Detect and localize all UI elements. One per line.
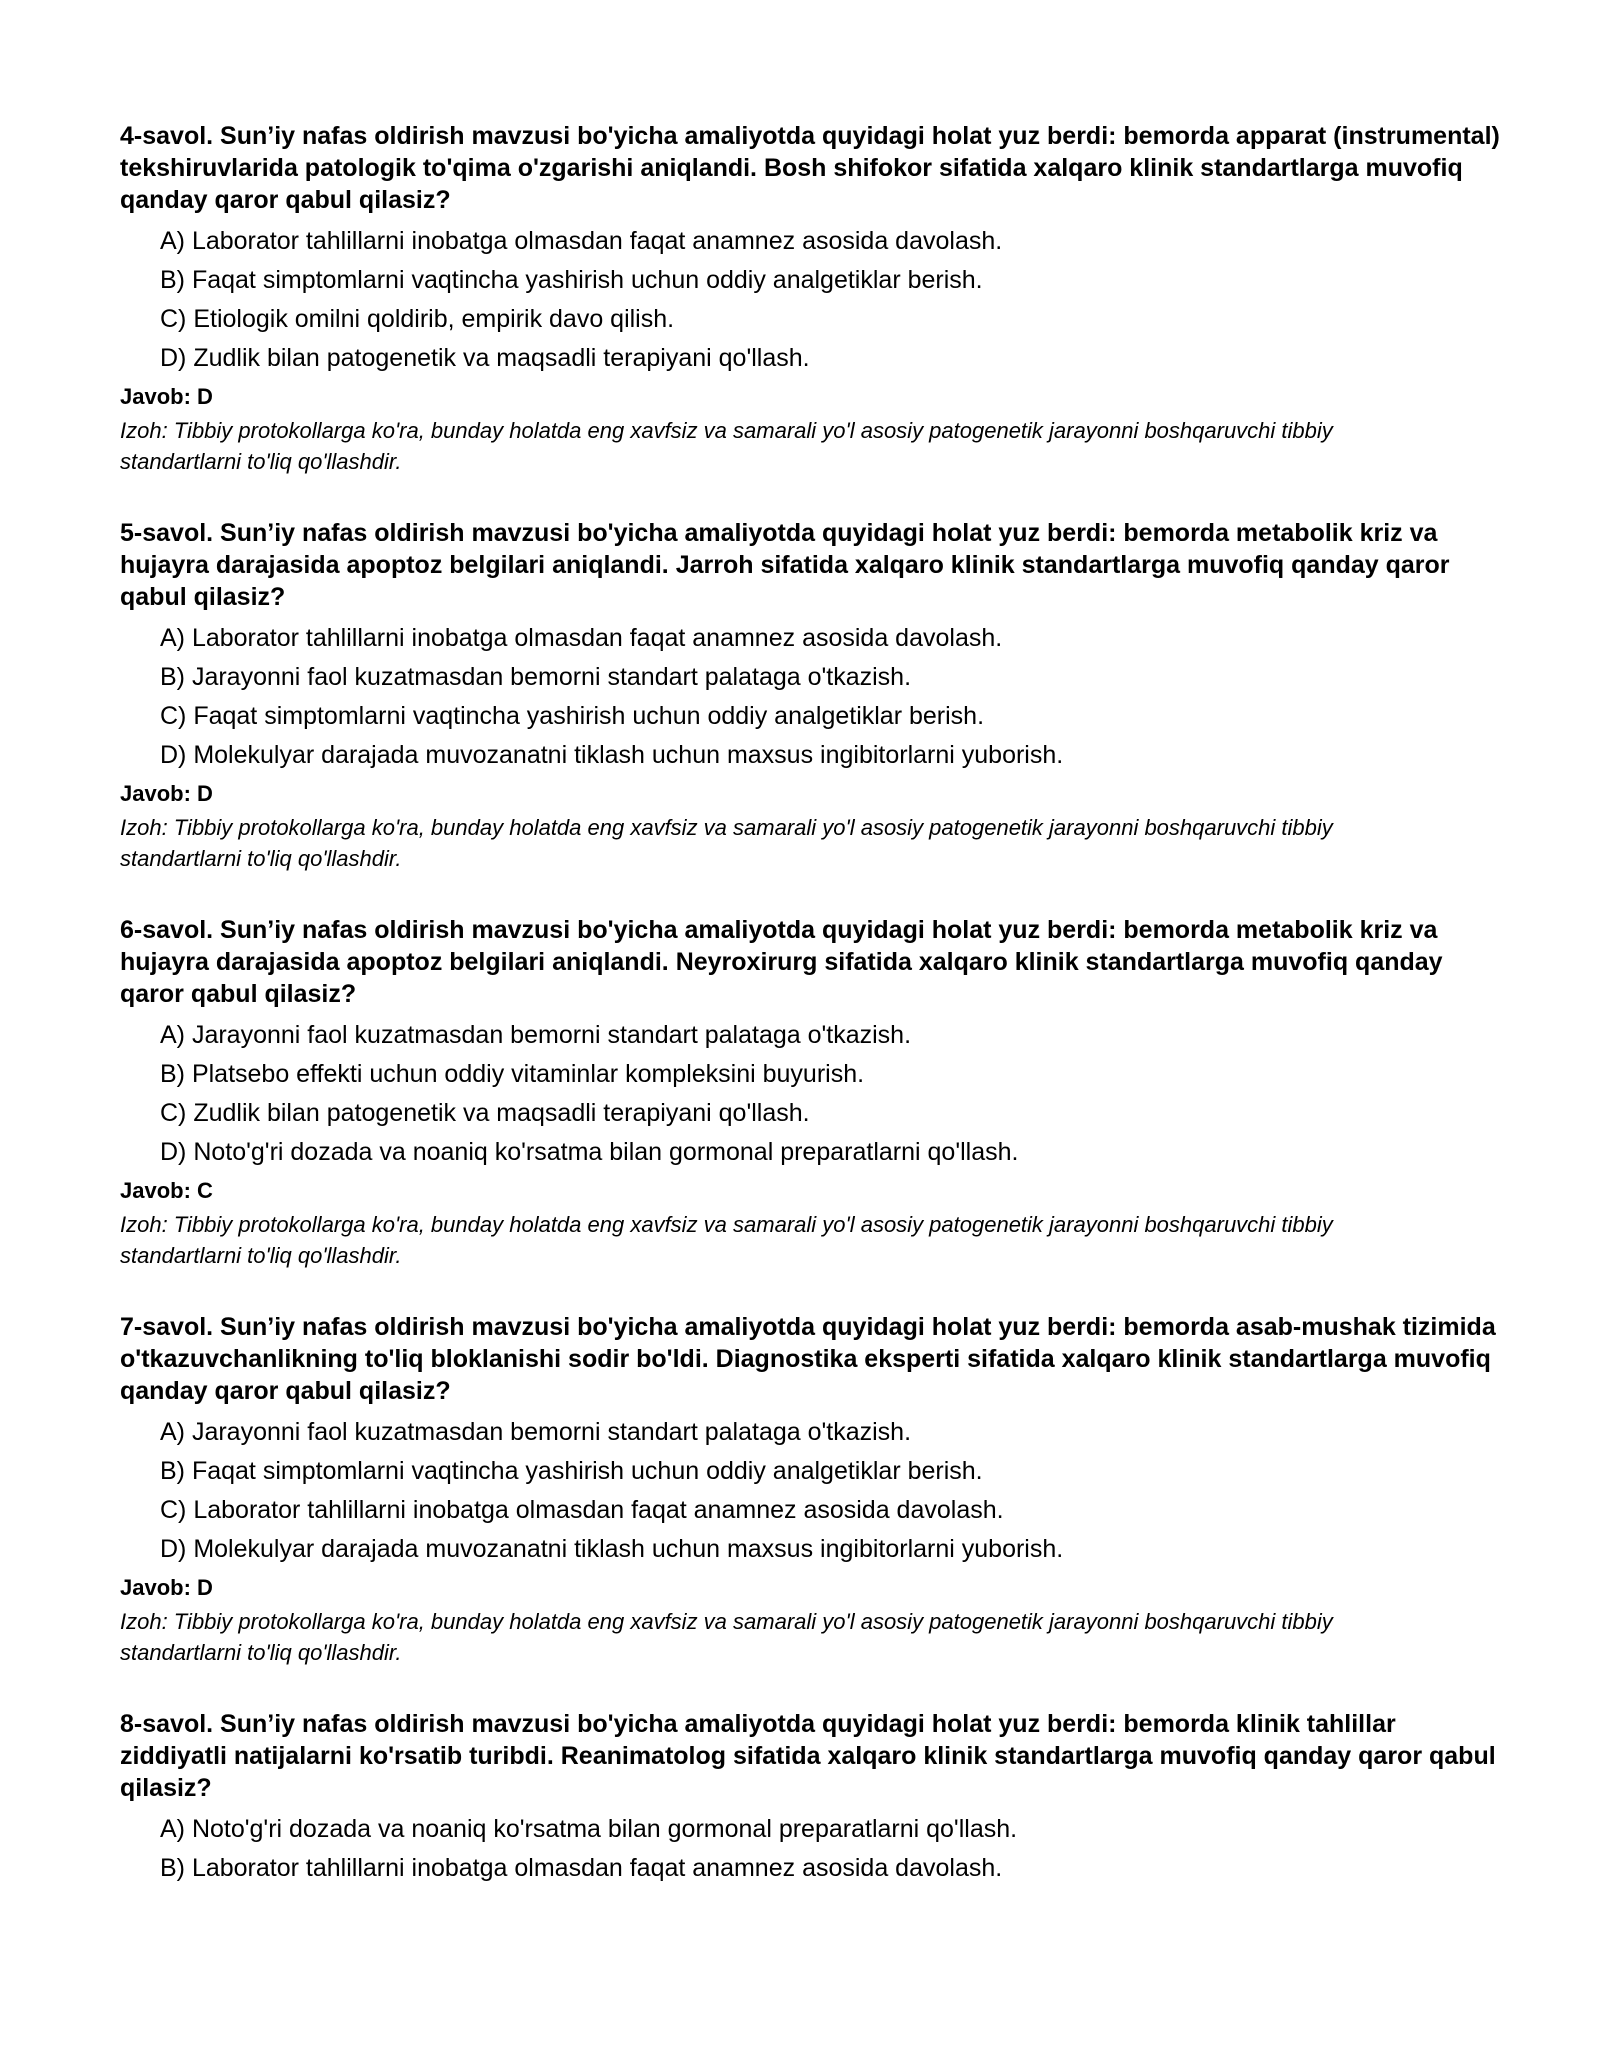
explanation-text: Izoh: Tibbiy protokollarga ko'ra, bunday holatda eng xavfsiz va samarali yo'l asosiy patogenetik jarayonni boshqaruvchi tibbiy standartlarni to'liq qo'llashdir.	[120, 815, 1333, 871]
option-a: A) Noto'g'ri dozada va noaniq ko'rsatma bilan gormonal preparatlarni qo'llash.	[160, 1815, 1018, 1843]
option-c: C) Etiologik omilni qoldirib, empirik davo qilish.	[160, 305, 675, 333]
question-text: 6-savol. Sun’iy nafas oldirish mavzusi bo'yicha amaliyotda quyidagi holat yuz berdi: bemorda metabolik kriz va hujayra darajasida apoptoz belgilari aniqlandi. Neyroxirurg sifatida xalqaro klinik standartlarga muvofiq qanday qaror qabul qilasiz?	[120, 916, 1443, 1008]
question-block	[120, 517, 1500, 874]
option-c: C) Faqat simptomlarni vaqtincha yashirish uchun oddiy analgetiklar berish.	[160, 702, 985, 730]
option-b: B) Platsebo effekti uchun oddiy vitaminlar kompleksini buyurish.	[160, 1060, 865, 1088]
option-d: D) Molekulyar darajada muvozanatni tiklash uchun maxsus ingibitorlarni yuborish.	[160, 741, 1064, 769]
option-list	[120, 226, 1500, 373]
option-b: B) Jarayonni faol kuzatmasdan bemorni standart palataga o'tkazish.	[160, 663, 912, 691]
question-text: 7-savol. Sun’iy nafas oldirish mavzusi bo'yicha amaliyotda quyidagi holat yuz berdi: bemorda asab-mushak tizimida o'tkazuvchanlikning to'liq bloklanishi sodir bo'ldi. Diagnostika eksperti sifatida xalqaro klinik standartlarga muvofiq qanday qaror qabul qilasiz?	[120, 1313, 1496, 1405]
option-d: D) Noto'g'ri dozada va noaniq ko'rsatma bilan gormonal preparatlarni qo'llash.	[160, 1138, 1019, 1166]
answer-label: Javob: D	[120, 781, 213, 806]
question-text: 5-savol. Sun’iy nafas oldirish mavzusi bo'yicha amaliyotda quyidagi holat yuz berdi: bemorda metabolik kriz va hujayra darajasida apoptoz belgilari aniqlandi. Jarroh sifatida xalqaro klinik standartlarga muvofiq qanday qaror qabul qilasiz?	[120, 519, 1450, 611]
option-a: A) Jarayonni faol kuzatmasdan bemorni standart palataga o'tkazish.	[160, 1418, 912, 1446]
answer-label: Javob: D	[120, 384, 213, 409]
explanation-text: Izoh: Tibbiy protokollarga ko'ra, bunday holatda eng xavfsiz va samarali yo'l asosiy patogenetik jarayonni boshqaruvchi tibbiy standartlarni to'liq qo'llashdir.	[120, 1609, 1333, 1665]
option-list	[120, 623, 1500, 770]
option-a: A) Jarayonni faol kuzatmasdan bemorni standart palataga o'tkazish.	[160, 1021, 912, 1049]
option-list	[120, 1814, 1500, 1883]
question-block	[120, 1311, 1500, 1668]
option-b: B) Faqat simptomlarni vaqtincha yashirish uchun oddiy analgetiklar berish.	[160, 1457, 983, 1485]
answer-label: Javob: C	[120, 1178, 213, 1203]
option-c: C) Zudlik bilan patogenetik va maqsadli terapiyani qo'llash.	[160, 1099, 810, 1127]
explanation-text: Izoh: Tibbiy protokollarga ko'ra, bunday holatda eng xavfsiz va samarali yo'l asosiy patogenetik jarayonni boshqaruvchi tibbiy standartlarni to'liq qo'llashdir.	[120, 1212, 1333, 1268]
option-a: A) Laborator tahlillarni inobatga olmasdan faqat anamnez asosida davolash.	[160, 624, 1003, 652]
option-list	[120, 1020, 1500, 1167]
question-text: 4-savol. Sun’iy nafas oldirish mavzusi bo'yicha amaliyotda quyidagi holat yuz berdi: bemorda apparat (instrumental) tekshiruvlarida patologik to'qima o'zgarishi aniqlandi. Bosh shifokor sifatida xalqaro klinik standartlarga muvofiq qanday qaror qabul qilasiz?	[120, 122, 1500, 214]
explanation-text: Izoh: Tibbiy protokollarga ko'ra, bunday holatda eng xavfsiz va samarali yo'l asosiy patogenetik jarayonni boshqaruvchi tibbiy standartlarni to'liq qo'llashdir.	[120, 418, 1333, 474]
document-page	[120, 120, 1500, 1923]
question-block	[120, 914, 1500, 1271]
option-b: B) Laborator tahlillarni inobatga olmasdan faqat anamnez asosida davolash.	[160, 1854, 1003, 1882]
question-block	[120, 120, 1500, 477]
option-a: A) Laborator tahlillarni inobatga olmasdan faqat anamnez asosida davolash.	[160, 227, 1003, 255]
question-block	[120, 1708, 1500, 1883]
option-c: C) Laborator tahlillarni inobatga olmasdan faqat anamnez asosida davolash.	[160, 1496, 1004, 1524]
option-list	[120, 1417, 1500, 1564]
option-d: D) Zudlik bilan patogenetik va maqsadli terapiyani qo'llash.	[160, 344, 810, 372]
question-text: 8-savol. Sun’iy nafas oldirish mavzusi bo'yicha amaliyotda quyidagi holat yuz berdi: bemorda klinik tahlillar ziddiyatli natijalarni ko'rsatib turibdi. Reanimatolog sifatida xalqaro klinik standartlarga muvofiq qanday qaror qabul qilasiz?	[120, 1710, 1496, 1802]
option-b: B) Faqat simptomlarni vaqtincha yashirish uchun oddiy analgetiklar berish.	[160, 266, 983, 294]
answer-label: Javob: D	[120, 1575, 213, 1600]
option-d: D) Molekulyar darajada muvozanatni tiklash uchun maxsus ingibitorlarni yuborish.	[160, 1535, 1064, 1563]
